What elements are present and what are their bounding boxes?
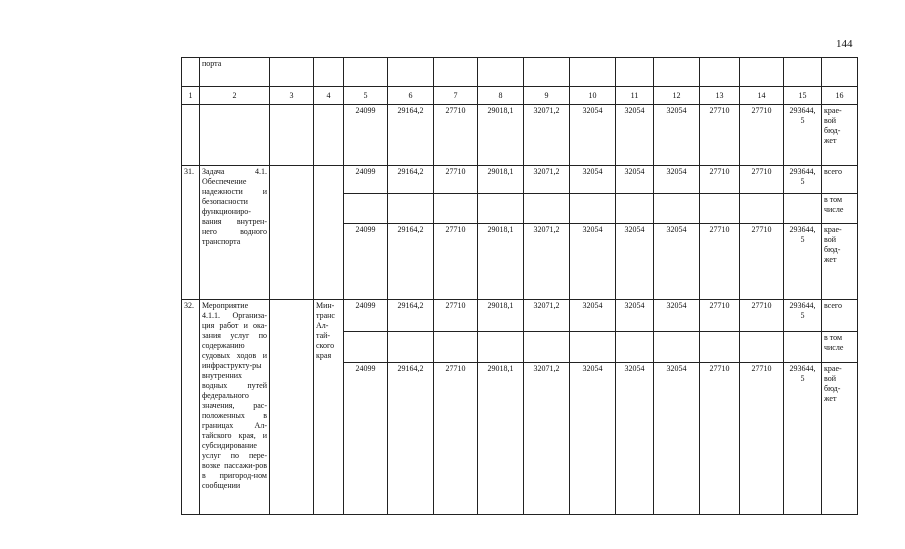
value-cell: 27710 xyxy=(700,300,740,332)
table-cell xyxy=(182,58,200,87)
value-cell: 32054 xyxy=(654,224,700,300)
value-cell: 32071,2 xyxy=(524,166,570,194)
column-number: 4 xyxy=(314,87,344,105)
value-cell: 32054 xyxy=(616,224,654,300)
value-cell: 32054 xyxy=(654,300,700,332)
value-cell: 29164,2 xyxy=(388,105,434,166)
value-cell: 293644, 5 xyxy=(784,105,822,166)
value-cell: 27710 xyxy=(740,363,784,515)
budget-source-label: крае- вой бюд- жет xyxy=(822,224,858,300)
value-cell: 29164,2 xyxy=(388,300,434,332)
value-cell: 293644, 5 xyxy=(784,224,822,300)
value-cell: 24099 xyxy=(344,166,388,194)
continuation-text: порта xyxy=(200,58,270,87)
value-cell: 27710 xyxy=(700,363,740,515)
column-number: 12 xyxy=(654,87,700,105)
value-cell: 27710 xyxy=(740,224,784,300)
value-cell: 29018,1 xyxy=(478,166,524,194)
column-number-row xyxy=(182,87,858,105)
value-cell: 29018,1 xyxy=(478,105,524,166)
value-cell: 27710 xyxy=(434,300,478,332)
column-number: 3 xyxy=(270,87,314,105)
column-number: 10 xyxy=(570,87,616,105)
value-cell: 32054 xyxy=(616,105,654,166)
value-cell: 32054 xyxy=(570,105,616,166)
value-cell: 27710 xyxy=(434,363,478,515)
value-cell: 293644, 5 xyxy=(784,363,822,515)
value-cell: 27710 xyxy=(700,224,740,300)
column-number: 5 xyxy=(344,87,388,105)
value-cell: 32054 xyxy=(616,363,654,515)
budget-source-label: в том числе xyxy=(822,194,858,224)
value-cell: 29164,2 xyxy=(388,166,434,194)
value-cell: 29164,2 xyxy=(388,363,434,515)
value-cell: 27710 xyxy=(700,166,740,194)
table-row xyxy=(182,166,858,194)
value-cell: 29018,1 xyxy=(478,300,524,332)
row-executor xyxy=(314,166,344,300)
table-row xyxy=(182,300,858,332)
value-cell: 27710 xyxy=(434,105,478,166)
value-cell: 32071,2 xyxy=(524,105,570,166)
value-cell: 32054 xyxy=(570,300,616,332)
page-number: 144 xyxy=(836,38,853,50)
value-cell: 32054 xyxy=(654,105,700,166)
budget-source-label: всего xyxy=(822,166,858,194)
value-cell: 293644, 5 xyxy=(784,166,822,194)
column-number: 7 xyxy=(434,87,478,105)
value-cell: 32054 xyxy=(654,363,700,515)
value-cell: 32054 xyxy=(654,166,700,194)
row-number: 31. xyxy=(182,166,200,300)
column-number: 6 xyxy=(388,87,434,105)
value-cell: 293644, 5 xyxy=(784,300,822,332)
row-name: Мероприятие 4.1.1. Организа-ция работ и ока-зания услуг по содержанию судовых ходов и инфраструкту-ры внутренних водных путей федерального значения, рас-положенных в границах Ал-тайского края, и субсидирование услуг по пере-возке пассажи-ров в пригород-ном сообщении xyxy=(200,300,270,515)
value-cell: 32071,2 xyxy=(524,363,570,515)
value-cell: 24099 xyxy=(344,363,388,515)
column-number: 14 xyxy=(740,87,784,105)
column-number: 8 xyxy=(478,87,524,105)
value-cell: 29164,2 xyxy=(388,224,434,300)
row-number: 32. xyxy=(182,300,200,515)
column-number: 2 xyxy=(200,87,270,105)
value-cell: 27710 xyxy=(740,105,784,166)
value-cell: 29018,1 xyxy=(478,363,524,515)
value-cell: 32054 xyxy=(570,166,616,194)
value-cell: 32054 xyxy=(616,166,654,194)
value-cell: 29018,1 xyxy=(478,224,524,300)
column-number: 9 xyxy=(524,87,570,105)
value-cell: 32071,2 xyxy=(524,224,570,300)
budget-source-label: крае- вой бюд- жет xyxy=(822,363,858,515)
value-cell: 27710 xyxy=(740,300,784,332)
budget-table xyxy=(181,57,858,515)
value-cell: 27710 xyxy=(740,166,784,194)
value-cell: 27710 xyxy=(434,166,478,194)
value-cell: 24099 xyxy=(344,105,388,166)
value-cell: 32054 xyxy=(570,224,616,300)
value-cell: 27710 xyxy=(700,105,740,166)
value-cell: 24099 xyxy=(344,300,388,332)
value-cell: 32054 xyxy=(616,300,654,332)
value-cell: 32054 xyxy=(570,363,616,515)
value-cell: 32071,2 xyxy=(524,300,570,332)
column-number: 16 xyxy=(822,87,858,105)
row-executor: Мин- транс Ал- тай- ского края xyxy=(314,300,344,515)
value-cell: 24099 xyxy=(344,224,388,300)
budget-source-label: в том числе xyxy=(822,332,858,363)
column-number: 11 xyxy=(616,87,654,105)
table-row xyxy=(182,105,858,166)
value-cell: 27710 xyxy=(434,224,478,300)
budget-source-label: крае- вой бюд- жет xyxy=(822,105,858,166)
column-number: 15 xyxy=(784,87,822,105)
budget-source-label: всего xyxy=(822,300,858,332)
row-name: Задача 4.1. Обеспечение надежности и безопасности функциониро-вания внутрен-него водного транспорта xyxy=(200,166,270,300)
table-row xyxy=(182,58,858,87)
column-number: 13 xyxy=(700,87,740,105)
column-number: 1 xyxy=(182,87,200,105)
